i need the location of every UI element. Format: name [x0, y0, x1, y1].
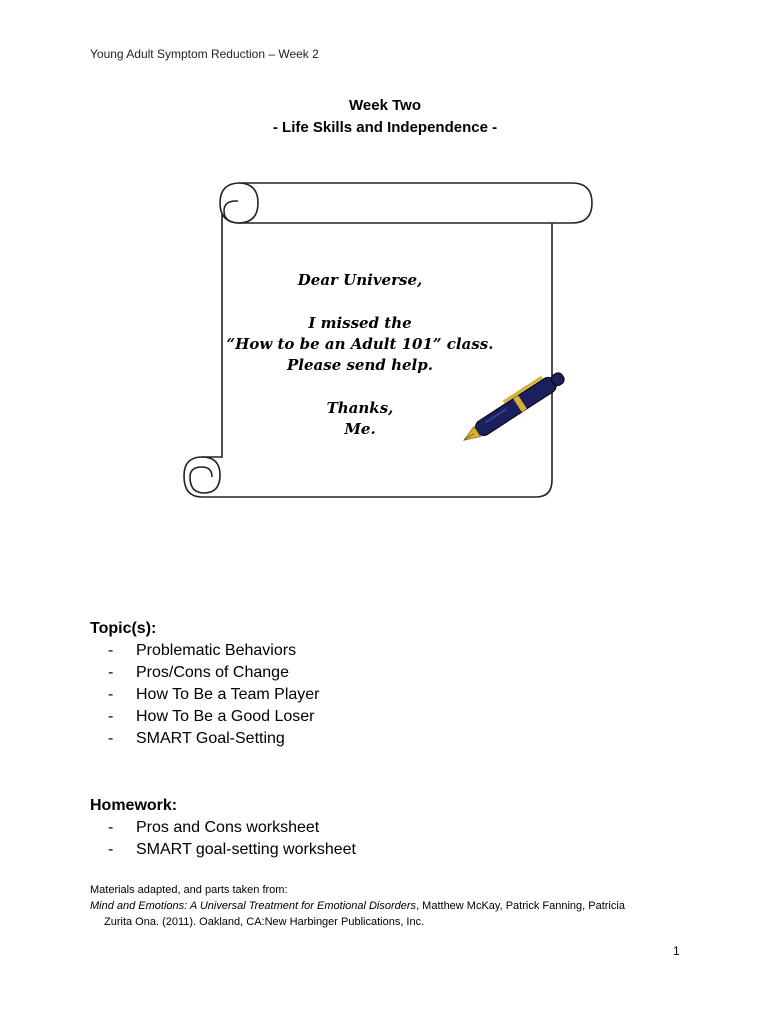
- list-dash: -: [108, 841, 114, 858]
- topics-heading: Topic(s):: [90, 620, 157, 637]
- list-dash: -: [108, 642, 114, 659]
- list-item: [108, 839, 356, 861]
- fountain-pen-icon: [448, 362, 583, 452]
- list-item: [108, 706, 320, 728]
- letter-line-3: Please send help.: [287, 356, 433, 374]
- letter-line-1: I missed the: [308, 314, 412, 332]
- homework-list: [90, 817, 356, 861]
- homework-section: [90, 795, 356, 861]
- letter-greeting: Dear Universe,: [297, 271, 423, 289]
- homework-item: SMART goal-setting worksheet: [136, 841, 356, 858]
- letter-line-2: “How to be an Adult 101” class.: [226, 335, 494, 353]
- citation-authors: , Matthew McKay, Patrick Fanning, Patricia: [416, 900, 625, 912]
- letter-signoff: Thanks,: [326, 399, 394, 417]
- letter-signature: Me.: [344, 420, 376, 438]
- list-item: [108, 684, 320, 706]
- citation-reference: [90, 898, 690, 914]
- list-dash: -: [108, 664, 114, 681]
- running-header: Young Adult Symptom Reduction – Week 2: [90, 47, 319, 61]
- list-dash: -: [108, 686, 114, 703]
- list-item: [108, 662, 320, 684]
- topic-item: Problematic Behaviors: [136, 642, 297, 659]
- page-number: 1: [673, 944, 680, 958]
- topics-section: [90, 618, 320, 750]
- list-dash: -: [108, 730, 114, 747]
- homework-item: Pros and Cons worksheet: [136, 819, 320, 836]
- topic-item: Pros/Cons of Change: [136, 664, 289, 681]
- citation-intro: Materials adapted, and parts taken from:: [90, 884, 288, 896]
- citation: [90, 882, 690, 930]
- topic-item: How To Be a Good Loser: [136, 708, 315, 725]
- list-dash: -: [108, 819, 114, 836]
- list-dash: -: [108, 708, 114, 725]
- list-item: [108, 640, 320, 662]
- list-item: [108, 817, 356, 839]
- topics-list: [90, 640, 320, 750]
- homework-heading: Homework:: [90, 797, 178, 814]
- page-title: [0, 95, 770, 139]
- topic-item: SMART Goal-Setting: [136, 730, 285, 747]
- list-item: [108, 728, 320, 750]
- scroll-illustration: [180, 175, 600, 505]
- citation-continuation: Zurita Ona. (2011). Oakland, CA:New Harbinger Publications, Inc.: [104, 916, 425, 928]
- citation-book-title: Mind and Emotions: A Universal Treatment for Emotional Disorders: [90, 900, 417, 912]
- topic-item: How To Be a Team Player: [136, 686, 320, 703]
- title-week: Week Two: [349, 97, 421, 114]
- title-subtitle: - Life Skills and Independence -: [272, 119, 498, 136]
